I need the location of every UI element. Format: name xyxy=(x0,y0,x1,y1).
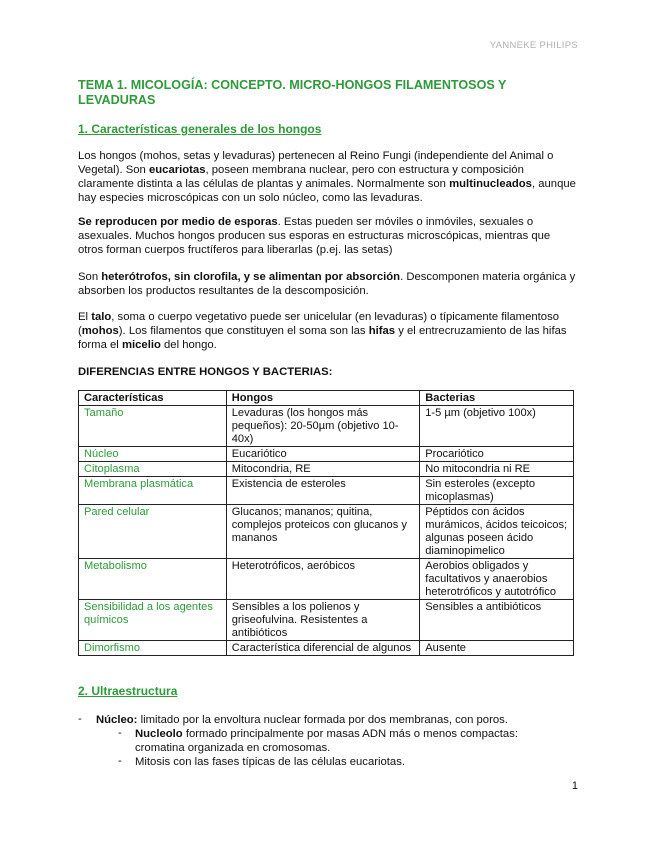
bacteria-cell: Sensibles a antibióticos xyxy=(420,600,574,641)
table-title: DIFERENCIAS ENTRE HONGOS Y BACTERIAS: xyxy=(78,366,333,378)
fungi-cell: Heterotróficos, aeróbicos xyxy=(226,559,420,600)
feature-cell: Pared celular xyxy=(79,505,227,559)
section-heading-1: 1. Características generales de los hongos xyxy=(78,122,322,136)
text-run: ). Los filamentos que constituyen el soma son las xyxy=(118,325,369,337)
list-item-label: Núcleo: xyxy=(96,714,138,726)
text-run: del hongo. xyxy=(160,339,217,351)
list-item-mitosis: Mitosis con las fases típicas de las células eucariotas. xyxy=(135,756,405,768)
table-row xyxy=(79,641,574,656)
fungi-cell: Glucanos; mananos; quitina, complejos proteicos con glucanos y mananos xyxy=(226,505,420,559)
table-row xyxy=(79,462,574,477)
table-row xyxy=(79,477,574,505)
feature-cell: Sensibilidad a los agentes químicos xyxy=(79,600,227,641)
list-item-nucleolo xyxy=(135,727,555,755)
text-run: . Descomponen materia orgánica y absorben los productos resultantes de la descomposición. xyxy=(78,271,576,297)
bold-term: hifas xyxy=(368,325,396,337)
list-item-text: limitado por la envoltura nuclear formada por dos membranas, con poros. xyxy=(137,714,508,726)
fungi-cell: Eucariótico xyxy=(226,447,420,462)
table-row xyxy=(79,505,574,559)
list-dash: - xyxy=(118,755,122,767)
table-row xyxy=(79,406,574,447)
bold-term: Se reproducen por medio de esporas xyxy=(78,216,278,228)
list-item-label: Nucleolo xyxy=(135,728,183,740)
paragraph-2 xyxy=(78,215,578,257)
text-run: El xyxy=(78,311,92,323)
bacteria-cell: No mitocondria ni RE xyxy=(420,462,574,477)
text-run: , soma o cuerpo vegetativo puede ser unicelular (en levaduras) o típicamente filamentoso ( xyxy=(78,311,560,337)
text-run: Son xyxy=(78,271,102,283)
table-row xyxy=(79,559,574,600)
bacteria-cell: Aerobios obligados y facultativos y anaerobios heterotróficos y autotrófico xyxy=(420,559,574,600)
page-header: YANNEKE PHILIPS xyxy=(489,40,578,51)
bacteria-cell: Sin esteroles (excepto micoplasmas) xyxy=(420,477,574,505)
table-row xyxy=(79,447,574,462)
comparison-table xyxy=(78,390,574,656)
bold-term: talo xyxy=(91,311,112,323)
bacteria-cell: 1-5 µm (objetivo 100x) xyxy=(420,406,574,447)
table-row xyxy=(79,600,574,641)
fungi-cell: Mitocondria, RE xyxy=(226,462,420,477)
page-title: TEMA 1. MICOLOGÍA: CONCEPTO. MICRO-HONGOS FILAMENTOSOS Y LEVADURAS xyxy=(78,78,507,107)
table-header-cell: Características xyxy=(79,391,227,406)
bold-term: micelio xyxy=(121,339,161,351)
bacteria-cell: Péptidos con ácidos murámicos, ácidos teicoicos; algunas poseen ácido diaminopimelico xyxy=(420,505,574,559)
page-number: 1 xyxy=(571,780,578,792)
table-header-row xyxy=(79,391,574,406)
fungi-cell: Sensibles a los polienos y griseofulvina. Resistentes a antibióticos xyxy=(226,600,420,641)
fungi-cell: Característica diferencial de algunos xyxy=(226,641,420,656)
text-run: . Estas pueden ser móviles o inmóviles, sexuales o asexuales. Muchos hongos producen sus esporas en estructuras microscópicas, mientras que otros forman cuerpos fructíferos para liberarlas (p.ej. las setas) xyxy=(78,216,551,256)
table-header-cell: Hongos xyxy=(226,391,420,406)
fungi-cell: Levaduras (los hongos más pequeños): 20-50µm (objetivo 10-40x) xyxy=(226,406,420,447)
feature-cell: Dimorfismo xyxy=(79,641,227,656)
text-run: , aunque hay especies microscópicas con un solo núcleo, como las levaduras. xyxy=(78,178,576,204)
text-run: , poseen membrana nuclear, pero con estructura y composición claramente distinta a las células de plantas y animales. Normalmente son xyxy=(78,164,524,190)
fungi-cell: Existencia de esteroles xyxy=(226,477,420,505)
feature-cell: Núcleo xyxy=(79,447,227,462)
paragraph-1 xyxy=(78,149,578,205)
feature-cell: Metabolismo xyxy=(79,559,227,600)
section-heading-2: 2. Ultraestructura xyxy=(78,684,178,698)
bold-term: multinucleados xyxy=(449,178,532,190)
list-dash: - xyxy=(78,713,82,725)
bold-term: eucariotas xyxy=(148,164,206,176)
text-run: Los hongos (mohos, setas y levaduras) pertenecen al Reino Fungi (independiente del Animal o Vegetal). Son xyxy=(78,150,554,176)
bacteria-cell: Ausente xyxy=(420,641,574,656)
list-item-text: formado principalmente por masas ADN más o menos compactas: cromatina organizada en cromosomas. xyxy=(135,728,518,754)
bold-term: mohos xyxy=(81,325,119,337)
bold-term: heterótrofos, sin clorofila, y se alimentan por absorción xyxy=(101,271,401,283)
feature-cell: Citoplasma xyxy=(79,462,227,477)
paragraph-4 xyxy=(78,310,578,352)
feature-cell: Tamaño xyxy=(79,406,227,447)
table-header-cell: Bacterias xyxy=(420,391,574,406)
bacteria-cell: Procariótico xyxy=(420,447,574,462)
list-dash: - xyxy=(118,727,122,739)
list-item-nucleo xyxy=(96,713,576,727)
feature-cell: Membrana plasmática xyxy=(79,477,227,505)
text-run: y el entrecruzamiento de las hifas forma el xyxy=(78,325,567,351)
paragraph-3 xyxy=(78,270,578,298)
